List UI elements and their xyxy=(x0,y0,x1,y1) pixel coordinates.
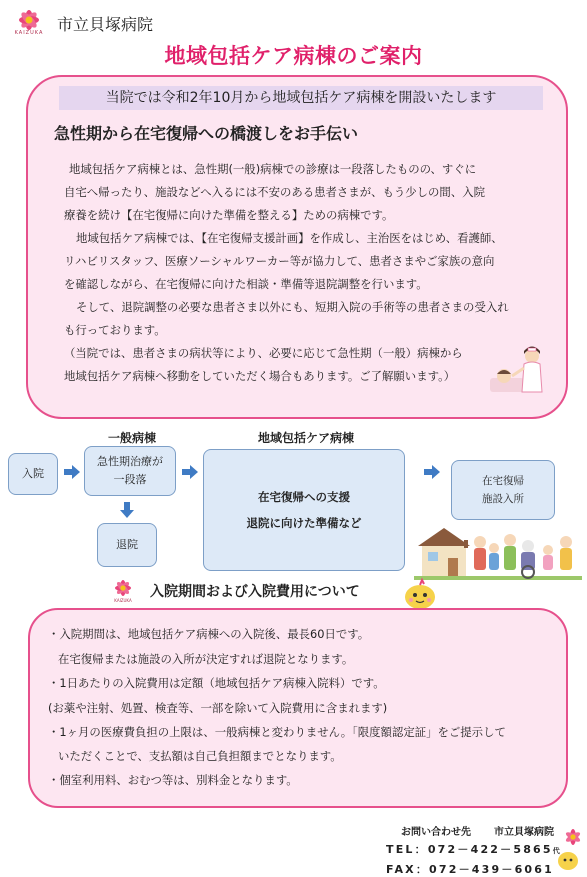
community-ward-label: 地域包括ケア病棟 xyxy=(258,431,355,445)
tel-number xyxy=(386,841,560,857)
home-line-1: 在宅復帰 xyxy=(482,475,524,487)
intro-line: 療養を続け【在宅復帰に向けた準備を整える】ための病棟です。 xyxy=(64,208,394,222)
community-line-1: 在宅復帰への支援 xyxy=(258,490,350,504)
community-line-2: 退院に向けた準備など xyxy=(246,516,362,530)
arrow-right-icon xyxy=(424,465,440,479)
intro-line: 地域包括ケア病棟では、【在宅復帰支援計画】を作成し、主治医をはじめ、看護師、 xyxy=(76,231,503,245)
fax-number: FAX：072－439－6061 xyxy=(386,863,554,876)
mascot-character-icon xyxy=(400,577,440,611)
cost-line: (お薬や注射、処置、検査等、一部を除いて入院費用に含まれます) xyxy=(48,701,388,715)
acute-treatment-box xyxy=(84,446,176,496)
hospital-name: 市立貝塚病院 xyxy=(57,15,154,34)
cost-line: ・入院期間は、地域包括ケア病棟への入院後、最長60日です。 xyxy=(48,627,370,641)
intro-line: 地域包括ケア病棟とは、急性期(一般)病棟での診療は一段落したものの、すぐに xyxy=(69,162,477,176)
cost-line: いただくことで、支払額は自己負担額までとなります。 xyxy=(58,749,342,763)
contact-label: お問い合わせ先 xyxy=(401,827,471,838)
acute-line-2: 一段落 xyxy=(113,473,147,486)
logo-text: KAIZUKA xyxy=(14,30,44,36)
page-title: 地域包括ケア病棟のご案内 xyxy=(164,44,423,68)
nurse-patient-illustration-icon xyxy=(488,344,548,400)
family-house-illustration-icon xyxy=(414,522,582,582)
discharge-text: 退院 xyxy=(116,538,138,551)
intro-line: そして、退院調整の必要な患者さま以外にも、短期入院の手術等の患者さまの受入れ xyxy=(76,300,509,314)
tel-text: TEL：072－422－5865 xyxy=(386,843,553,856)
intro-subheading: 急性期から在宅復帰への橋渡しをお手伝い xyxy=(54,124,359,143)
intro-line: （当院では、患者さまの病状等により、必要に応じて急性期（一般）病棟から xyxy=(64,346,463,360)
home-return-box xyxy=(451,460,555,520)
contact-hospital: 市立貝塚病院 xyxy=(494,827,554,838)
period-title: 入院期間および入院費用について xyxy=(150,584,360,600)
cost-line: ・個室利用料、おむつ等は、別料金となります。 xyxy=(48,773,298,787)
arrow-right-icon xyxy=(64,465,80,479)
admission-box xyxy=(8,453,58,495)
cost-line: ・1ヶ月の医療費負担の上限は、一般病棟と変わりません。「限度額認定証」をご提示して xyxy=(48,725,506,739)
tel-suffix: 代 xyxy=(552,847,560,855)
logo-text: KAIZUKA xyxy=(114,598,132,603)
cosmos-mascot-icon xyxy=(556,827,586,873)
intro-line: 自宅へ帰ったり、施設などへ入るには不安のある患者さまが、もう少しの間、入院 xyxy=(64,185,485,199)
arrow-down-icon xyxy=(120,502,134,518)
admission-text: 入院 xyxy=(22,467,44,480)
opening-announcement: 当院では令和2年10月から地域包括ケア病棟を開設いたします xyxy=(59,86,543,110)
acute-line-1: 急性期治療が xyxy=(97,455,163,468)
home-line-2: 施設入所 xyxy=(482,493,524,505)
arrow-right-icon xyxy=(182,465,198,479)
intro-line: も行っております。 xyxy=(64,323,166,337)
general-ward-label: 一般病棟 xyxy=(108,431,157,445)
community-care-box xyxy=(203,449,405,571)
intro-line: リハビリスタッフ、医療ソーシャルワーカー等が協力して、患者さまやご家族の意向 xyxy=(64,254,495,268)
cost-line: ・1日あたりの入院費用は定額（地域包括ケア病棟入院料）です。 xyxy=(48,676,385,690)
intro-line: を確認しながら、在宅復帰に向けた相談・準備等退院調整を行います。 xyxy=(64,277,428,291)
cost-line: 在宅復帰または施設の入所が決定すれば退院となります。 xyxy=(58,652,354,666)
discharge-box xyxy=(97,523,157,567)
intro-line: 地域包括ケア病棟へ移動をしていただく場合もあります。ご了解願います。） xyxy=(64,369,456,383)
